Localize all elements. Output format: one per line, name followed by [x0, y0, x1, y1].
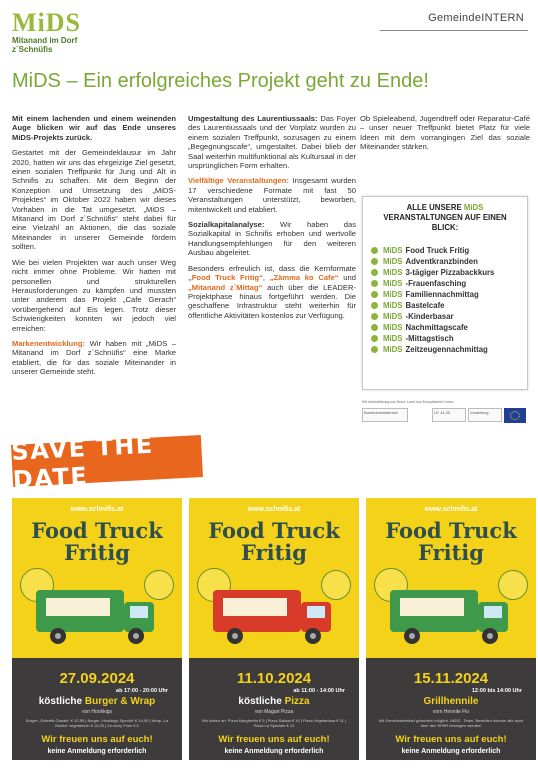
poster-time: ab 17:00 - 20:00 Uhr	[116, 688, 168, 694]
subheading-sozialkapital: Sozialkapitalanalyse:	[188, 220, 265, 230]
bullet-icon	[371, 247, 378, 254]
poster-menu: Wir bieten an: Pizza Margherita € 9 | Pizza Salami € 10 | Pizza Vegetariana € 11 | Pizza La Speciale € 12	[201, 718, 346, 728]
poster-date: 11.10.2024	[236, 670, 312, 687]
poster-cta: Wir freuen uns auf euch!	[218, 734, 330, 745]
event-label: Bastelcafe	[405, 301, 445, 310]
event-label: Zeitzeugennachmittag	[405, 345, 488, 354]
logo-subtitle-2: z´Schnüfis	[12, 45, 53, 54]
event-poster	[12, 498, 182, 760]
event-list-item	[371, 245, 519, 256]
poster-cta: Wir freuen uns auf euch!	[41, 734, 153, 745]
subheading-veranstaltungen: Vielfältige Veranstaltungen:	[188, 176, 289, 186]
logo-subtitle-1: Mitanand im Dorf	[12, 36, 78, 45]
section-label: GemeindeINTERN	[428, 12, 524, 24]
event-poster	[189, 498, 359, 760]
highlight-mitanand-mittag: „Mitanand z´Mittag“	[188, 282, 263, 292]
page-header	[0, 0, 538, 64]
event-prefix: MiDS	[383, 334, 403, 343]
event-prefix: MiDS	[383, 301, 403, 310]
poster-date: 15.11.2024	[413, 670, 489, 687]
poster-url: www.schnifis.at	[424, 506, 478, 513]
food-truck-icon	[26, 580, 166, 650]
headline-text: – Ein erfolgreiches Projekt geht zu Ende!	[60, 70, 429, 92]
poster-time: 12:00 bis 14:00 Uhr	[471, 688, 522, 694]
poster-food-name: Grillhennile	[423, 696, 479, 707]
event-prefix: MiDS	[383, 268, 403, 277]
event-label: -Mittagstisch	[405, 334, 454, 343]
le-logo: LE 14-20	[432, 408, 466, 422]
subheading-laurentiussaal: Umgestaltung des Laurentiussaals:	[188, 114, 318, 123]
bullet-icon	[371, 291, 378, 298]
bullet-icon	[371, 313, 378, 320]
vorarlberg-logo: Vorarlberg	[468, 408, 502, 422]
poster-vendor: vom Hennile Flo	[432, 709, 470, 715]
paragraph: Umgestaltung des Laurentiussaals: Das Foyer des Laurentiussaals und der Vorplatz wurden zu einem sozialen Treffpunkt, sozusagen zu einem „Begegnungscafe“, umgestaltet. Dabei blieb der Saal weiterhin multifunktional als Kultursaal in der ursprünglichen Form erhalten.	[188, 114, 356, 171]
event-prefix: MiDS	[383, 323, 403, 332]
poster-date: 27.09.2024	[59, 670, 135, 687]
event-label: Adventkranzbinden	[405, 257, 478, 266]
event-prefix: MiDS	[383, 257, 403, 266]
poster-note: keine Anmeldung erforderlich	[224, 748, 324, 755]
paragraph: Vielfältige Veranstaltungen: Insgesamt wurden 17 verschiedene Formate mit fast 50 Veranstaltungen unterstützt, beworben, mitentwickelt und etabliert.	[188, 176, 356, 214]
subheading-markenentwicklung: Markenentwicklung:	[12, 338, 85, 348]
article-column-3	[360, 114, 530, 158]
funding-logos	[362, 400, 528, 430]
food-truck-icon	[203, 580, 343, 650]
ministry-logo: Bundesministerium	[362, 408, 408, 422]
event-prefix: MiDS	[383, 312, 403, 321]
poster-url: www.schnifis.at	[70, 506, 124, 513]
event-prefix: MiDS	[383, 290, 403, 299]
poster-vendor: von Hookkigs	[81, 709, 112, 715]
poster-title: Food Truck Fritig	[385, 518, 517, 565]
event-poster	[366, 498, 536, 760]
event-list-item	[371, 278, 519, 289]
bullet-icon	[371, 302, 378, 309]
paragraph: Besonders erfreulich ist, dass die Kernformate „Food Truck Fritig“, „Zämma ko Cafe“ und „Mitanand z´Mittag“ auch über die LEADER-Projektphase hinaus fortgeführt werden. Die geschaffene Infrastruktur steht weiterhin für öffentliche Aktivitäten kostenlos zur Verfügung.	[188, 263, 356, 320]
event-list-item	[371, 344, 519, 355]
poster-time: ab 11:00 - 14:00 Uhr	[293, 688, 345, 694]
paragraph: Ob Spieleabend, Jugendtreff oder Reparatur-Café – unser neuer Treffpunkt bietet Platz für viele Ideen mit dem vorrangingen Ziel das soziale Miteinander stärken.	[360, 114, 530, 152]
event-label: -Frauenfasching	[405, 279, 467, 288]
poster-details	[366, 658, 536, 760]
poster-note: keine Anmeldung erforderlich	[401, 748, 501, 755]
mids-logo	[12, 10, 142, 54]
bullet-icon	[371, 280, 378, 287]
bullet-icon	[371, 258, 378, 265]
poster-details	[189, 658, 359, 760]
event-label: Familiennachmittag	[405, 290, 479, 299]
event-list-item	[371, 289, 519, 300]
event-list-item	[371, 256, 519, 267]
events-list	[371, 245, 519, 355]
paragraph: Gestartet mit der Gemeindeklausur im Jahr 2020, hatten wir uns das ehrgeizige Ziel gesetzt, einen sozialen Treffpunkt für Jung und Alt in Schnifis zu schaffen. Mit dem Beginn der Konzeption und Umsetzung des „MiDS-Projektes“ im Oktober 2022 haben wir dieses Vorhaben in die Tat umgesetzt. „MiDS – Mitanand im Dorf z´Schnüfis“ steht dabei für eine Vielzahl an Aktionen, die das soziale Miteinander in unserer Gemeinde fördern sollten.	[12, 148, 176, 252]
highlight-food-truck: „Food Truck Fritig“	[188, 273, 263, 283]
poster-food-name: köstliche Pizza	[238, 696, 310, 707]
event-list-item	[371, 322, 519, 333]
poster-vendor: von Magari Pizza	[254, 709, 294, 715]
highlight-zaemma-ko-cafe: „Zämma ko Cafe“	[269, 273, 339, 283]
save-the-date-banner	[10, 430, 203, 494]
poster-menu: Mit Gemeindebedarf gutschein möglich. MiDS - Team. Bestellen können alle auch über den SPAR besorgen werden!	[378, 718, 524, 728]
event-list-item	[371, 300, 519, 311]
poster-food-name: köstliche Burger & Wrap	[38, 696, 156, 707]
poster-title: Food Truck Fritig	[208, 518, 340, 565]
logo-title: MiDS	[12, 8, 81, 37]
event-list-item	[371, 311, 519, 322]
poster-menu: Burger „Schnifis Classic“ € 10,50 | Burger „Hookkigs Special“ € 14,00 | Wrap „La Bonita“ vegetarisch € 10,00 | Crunchy Fries € 5	[25, 718, 169, 728]
events-overview-box	[362, 196, 528, 390]
article-column-2	[188, 114, 356, 326]
event-label: Nachmittagscafe	[405, 323, 468, 332]
poster-url: www.schnifis.at	[247, 506, 301, 513]
section-divider	[380, 30, 528, 31]
headline-mids: MiDS	[12, 70, 61, 92]
event-label: Food Truck Fritig	[405, 246, 470, 255]
paragraph: Sozialkapitalanalyse: Wir haben das Sozialkapital in Schnifis erhoben und wertvolle Handlungsempfehlungen für den weiteren Ausbau abgeleitet.	[188, 220, 356, 258]
poster-note: keine Anmeldung erforderlich	[47, 748, 147, 755]
event-label: -Kinderbasar	[405, 312, 454, 321]
event-prefix: MiDS	[383, 246, 403, 255]
eu-flag-icon	[504, 408, 526, 423]
bullet-icon	[371, 335, 378, 342]
paragraph: Markenentwicklung: Wir haben mit „MiDS – Mitanand im Dorf z´Schnüfis“ eine Marke etabliert, die für das soziale Miteinander in unserer Gemeinde steht.	[12, 338, 176, 377]
food-truck-icon	[380, 580, 520, 650]
article-headline	[12, 70, 429, 93]
funding-note: Mit Unterstützung von Bund, Land und Europäischer Union	[362, 400, 454, 404]
event-prefix: MiDS	[383, 345, 403, 354]
article-column-1	[12, 114, 176, 383]
event-list-item	[371, 267, 519, 278]
events-box-title: ALLE UNSERE MiDS VERANSTALTUNGEN AUF EINEN BLICK:	[383, 203, 507, 232]
lead-paragraph: Mit einem lachenden und einem weinenden Auge blicken wir auf das Ende unseres MiDS-Projekts zurück.	[12, 114, 176, 142]
event-prefix: MiDS	[383, 279, 403, 288]
poster-title: Food Truck Fritig	[31, 518, 163, 565]
paragraph: Wie bei vielen Projekten war auch unser Weg nicht immer ohne Probleme. Wir hatten mit personellen und strukturellen Herausforderungen zu kämpfen und mussten unter anderem das Projekt „Cafe Gerach“ vorübergehend auf Eis legen. Trotz dieser Schwierigkeiten konnten wir jedoch viel erreichen:	[12, 257, 176, 333]
save-the-date-text: SAVE THE DATE	[10, 430, 155, 494]
bullet-icon	[371, 346, 378, 353]
bullet-icon	[371, 269, 378, 276]
event-label: 3-tägiger Pizzabackkurs	[405, 268, 495, 277]
poster-cta: Wir freuen uns auf euch!	[395, 734, 507, 745]
poster-details	[12, 658, 182, 760]
bullet-icon	[371, 324, 378, 331]
event-list-item	[371, 333, 519, 344]
